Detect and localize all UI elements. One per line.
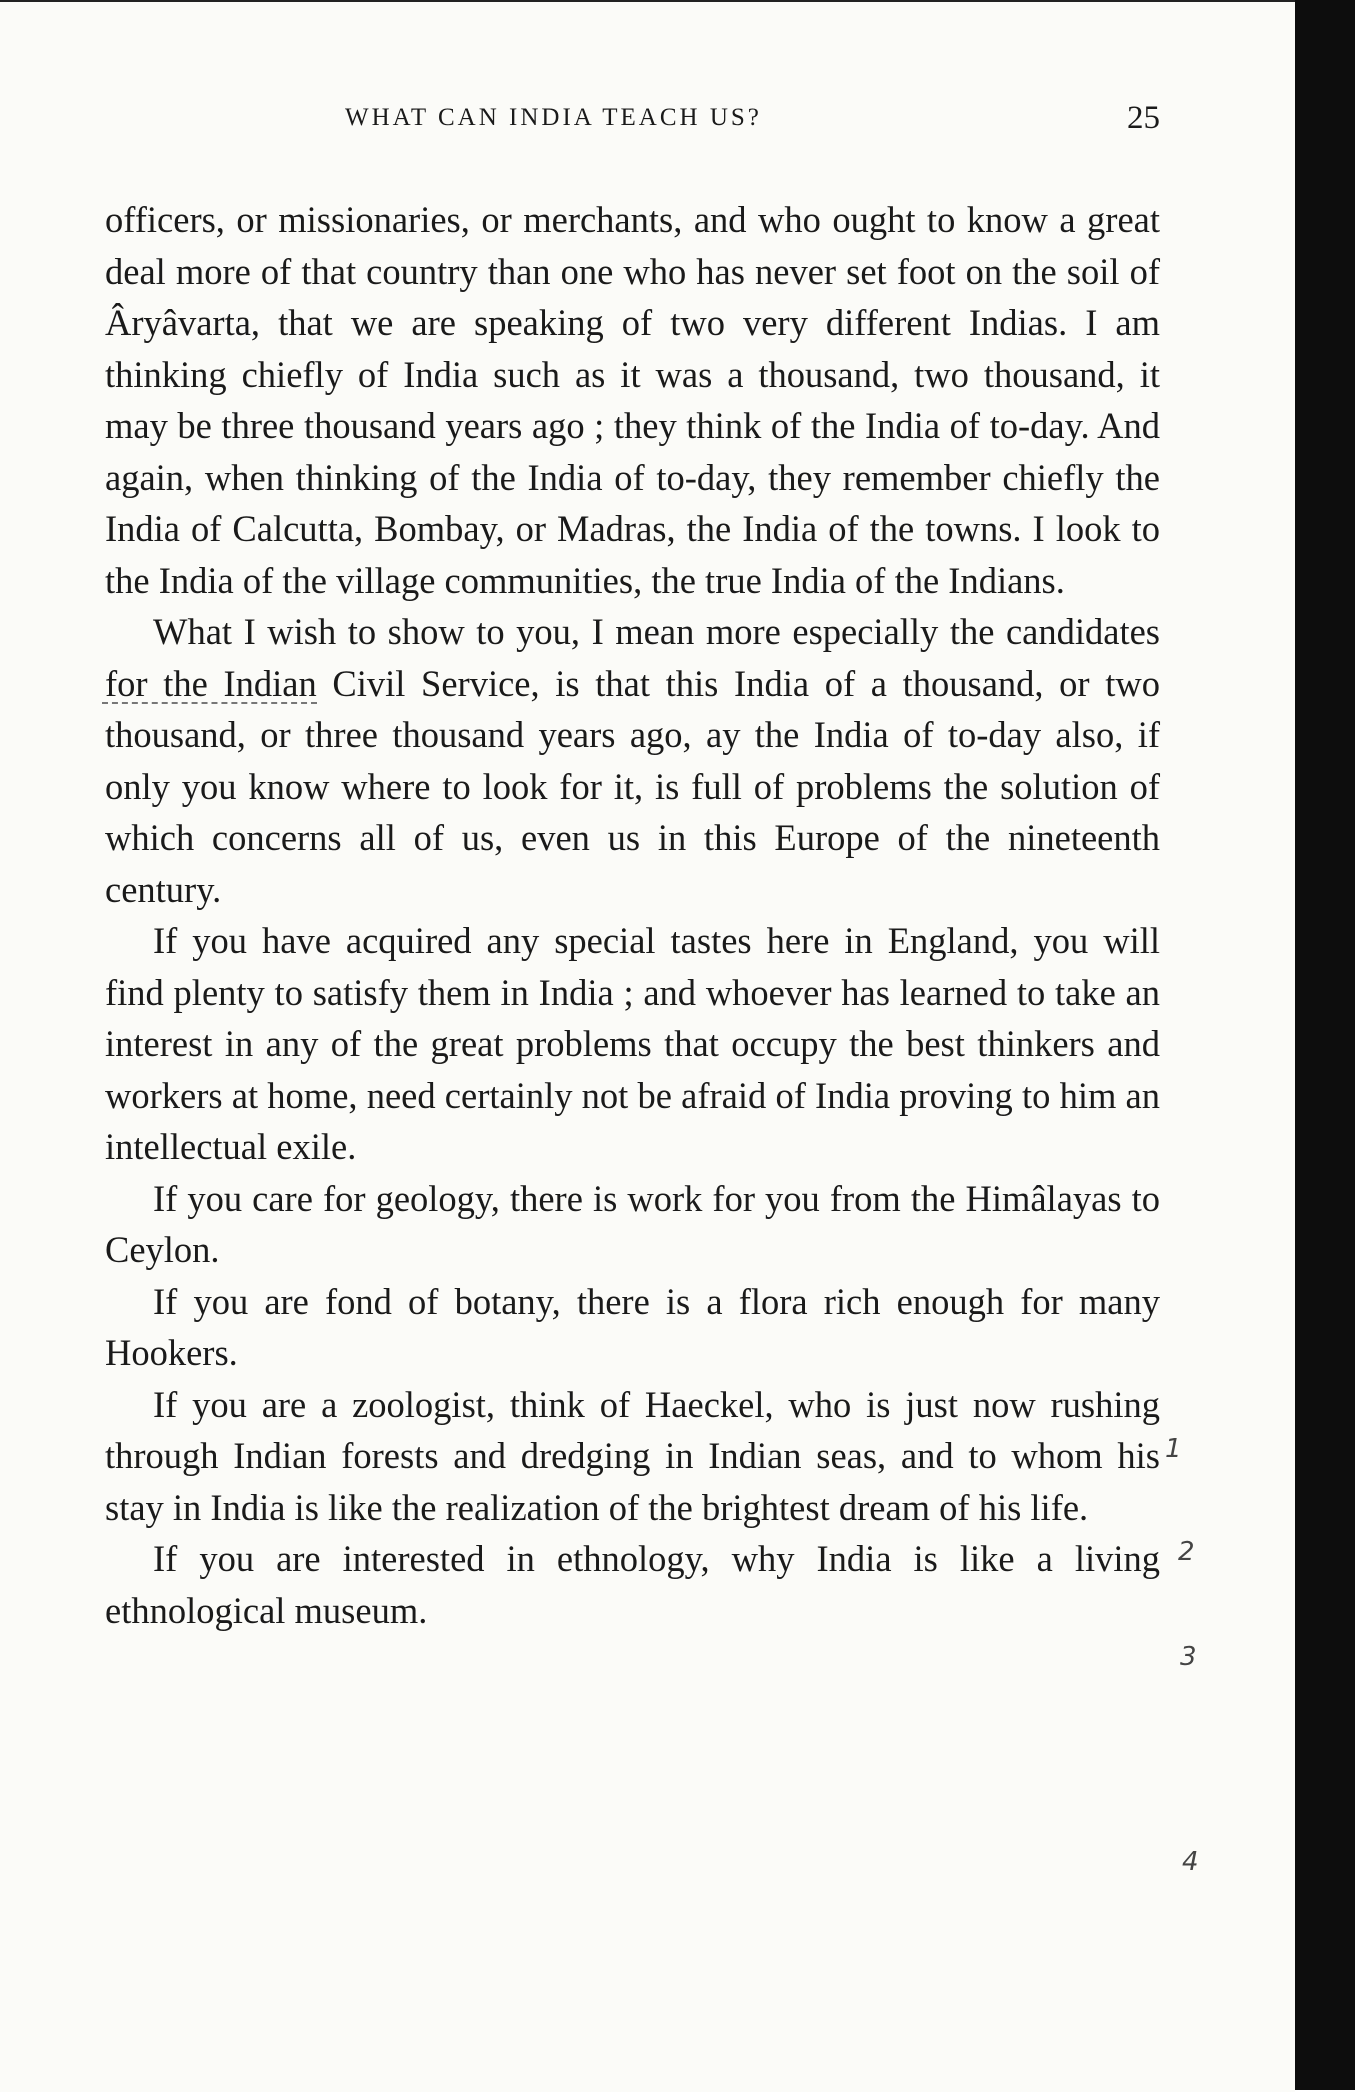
paragraph-what-i-wish: What I wish to show to you, I mean more especially the candidates for the Indian Civil Service, is that this India of a thousand, or two thousand, or three thousand years ago, ay the India of to-day also, if only you know where to look for it, is full of problems the solution of which concerns all of us, even us in this Europe of the nineteenth century. [105, 611, 1160, 910]
body-text [105, 194, 1160, 1636]
paragraph-zoology: If you are a zoologist, think of Haeckel, who is just now rushing through Indian forests and dredging in Indian seas, and to whom his stay in India is like the realization of the brightest dream of his life. [105, 1383, 1160, 1528]
paragraph-special-tastes: If you have acquired any special tastes here in England, you will find plenty to satisfy them in India ; and whoever has learned to take an interest in any of the great problems that occupy the best thinkers and workers at home, need certainly not be afraid of India proving to him an intellectual exile. [105, 920, 1160, 1167]
pencil-underline [102, 702, 317, 704]
page-number: 25 [1127, 100, 1160, 136]
running-title: WHAT CAN INDIA TEACH US? [345, 104, 762, 131]
paragraph-continuation: officers, or missionaries, or merchants, and who ought to know a great deal more of that country than one who has never set foot on the soil of Âryâvarta, that we are speaking of two very different Indias. I am thinking chiefly of India such as it was a thousand, two thousand, it may be three thousand years ago ; they think of the India of to-day. And again, when thinking of the India of to-day, they remember chiefly the India of Calcutta, Bombay, or Madras, the India of the towns. I look to the India of the village communities, the true India of the Indians. [105, 199, 1160, 601]
margin-note-4: 4 [1182, 1847, 1199, 1877]
scan-edge [1295, 0, 1355, 2090]
page-header [105, 100, 1160, 140]
paragraph-geology: If you care for geology, there is work for you from the Himâlayas to Ceylon. [105, 1177, 1160, 1270]
paragraph-ethnology: If you are interested in ethnology, why India is like a living ethnological museum. [105, 1538, 1160, 1631]
margin-note-2: 2 [1178, 1537, 1195, 1567]
margin-note-1: 1 [1165, 1434, 1182, 1464]
margin-note-3: 3 [1180, 1642, 1197, 1672]
paragraph-botany: If you are fond of botany, there is a flora rich enough for many Hookers. [105, 1280, 1160, 1373]
